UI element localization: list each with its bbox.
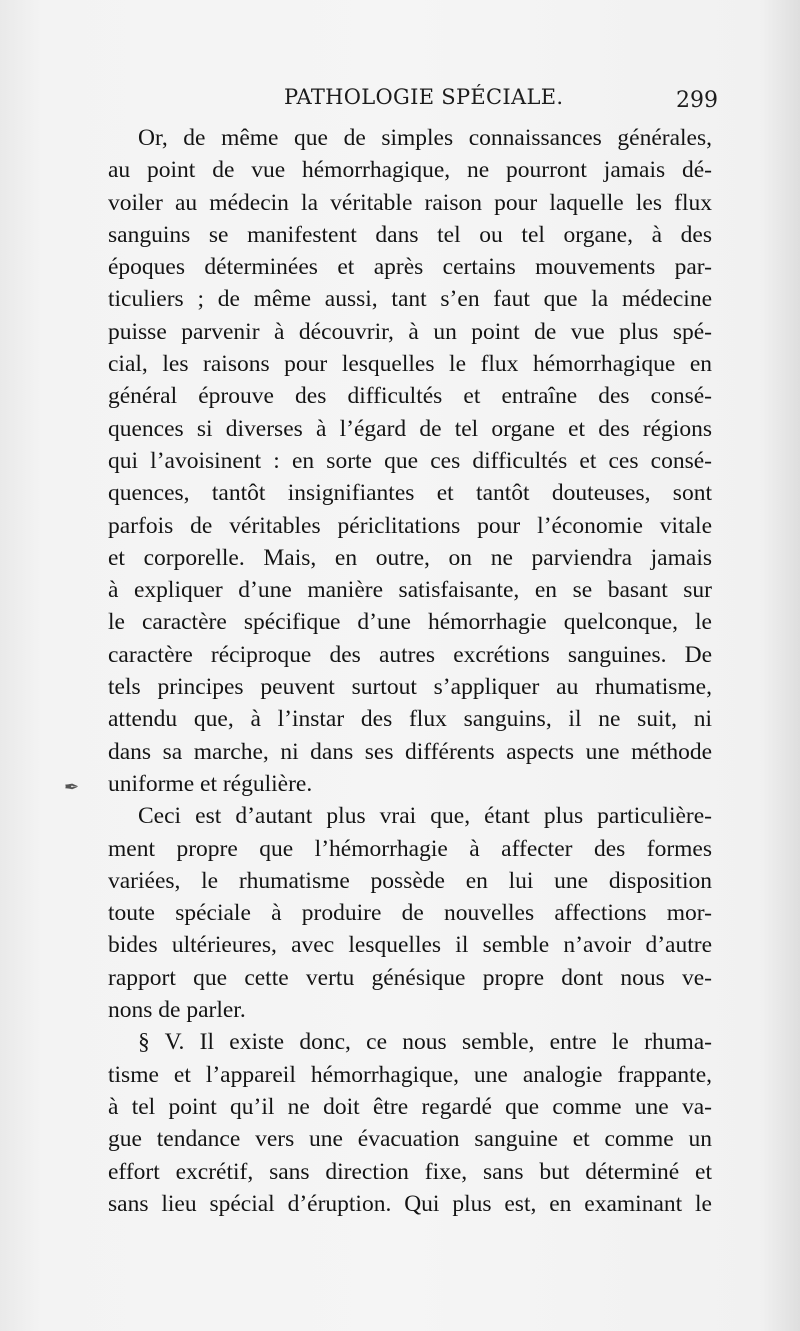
text-line: à expliquer d’une manière satisfaisante, en se basant sur (108, 577, 712, 604)
text-line: toute spéciale à produire de nouvelles affections mor- (108, 900, 712, 927)
text-line: nons de parler. (108, 997, 246, 1024)
text-line: époques déterminées et après certains mouvements par- (108, 254, 712, 281)
text-line: parfois de véritables périclitations pour l’économie vitale (108, 512, 712, 539)
page-number: 299 (676, 88, 718, 113)
page-header (108, 82, 718, 122)
text-line: le caractère spécifique d’une hémorrhagie quelconque, le (108, 609, 712, 636)
text-line: tisme et l’appareil hémorrhagique, une analogie frappante, (108, 1061, 712, 1088)
text-line: uniforme et régulière. (108, 770, 313, 797)
text-line: quences si diverses à l’égard de tel organe et des régions (108, 415, 712, 442)
text-line: qui l’avoisinent : en sorte que ces difficultés et ces consé- (108, 447, 712, 474)
text-line: Ceci est d’autant plus vrai que, étant plus particulière- (138, 803, 712, 830)
text-line: ment propre que l’hémorrhagie à affecter des formes (108, 835, 712, 862)
text-line: au point de vue hémorrhagique, ne pourront jamais dé- (108, 157, 712, 184)
text-line: variées, le rhumatisme possède en lui une disposition (108, 867, 712, 894)
text-line: et corporelle. Mais, en outre, on ne parviendra jamais (108, 544, 712, 571)
text-line: puisse parvenir à découvrir, à un point de vue plus spé- (108, 318, 712, 345)
text-line: ticuliers ; de même aussi, tant s’en faut que la médecine (108, 286, 712, 313)
text-line: sanguins se manifestent dans tel ou tel organe, à des (108, 221, 712, 248)
text-line: bides ultérieures, avec lesquelles il semble n’avoir d’autre (108, 932, 712, 959)
text-line: voiler au médecin la véritable raison pour laquelle les flux (108, 189, 712, 216)
text-line: Or, de même que de simples connaissances générales, (138, 125, 712, 151)
text-line: quences, tantôt insignifiantes et tantôt douteuses, sont (108, 480, 712, 507)
margin-mark: ✒ (64, 777, 80, 798)
text-line: gue tendance vers une évacuation sanguine et comme un (108, 1126, 712, 1153)
text-line: rapport que cette vertu génésique propre dont nous ve- (108, 964, 712, 991)
text-line: général éprouve des difficultés et entraîne des consé- (108, 383, 712, 410)
text-line: sans lieu spécial d’éruption. Qui plus est, en examinant le (108, 1190, 712, 1217)
text-line: caractère réciproque des autres excrétions sanguines. De (108, 641, 712, 668)
text-line: § V. Il existe donc, ce nous semble, entre le rhuma- (138, 1029, 712, 1056)
text-line: dans sa marche, ni dans ses différents aspects une méthode (108, 738, 712, 765)
text-line: effort excrétif, sans direction fixe, sans but déterminé et (108, 1158, 712, 1185)
text-line: à tel point qu’il ne doit être regardé que comme une va- (108, 1093, 712, 1120)
text-line: tels principes peuvent surtout s’appliquer au rhumatisme, (108, 674, 712, 701)
running-title: PATHOLOGIE SPÉCIALE. (284, 85, 564, 109)
text-line: attendu que, à l’instar des flux sanguins, il ne suit, ni (108, 706, 712, 733)
body-text (108, 122, 712, 1220)
text-line: cial, les raisons pour lesquelles le flux hémorrhagique en (108, 351, 712, 378)
